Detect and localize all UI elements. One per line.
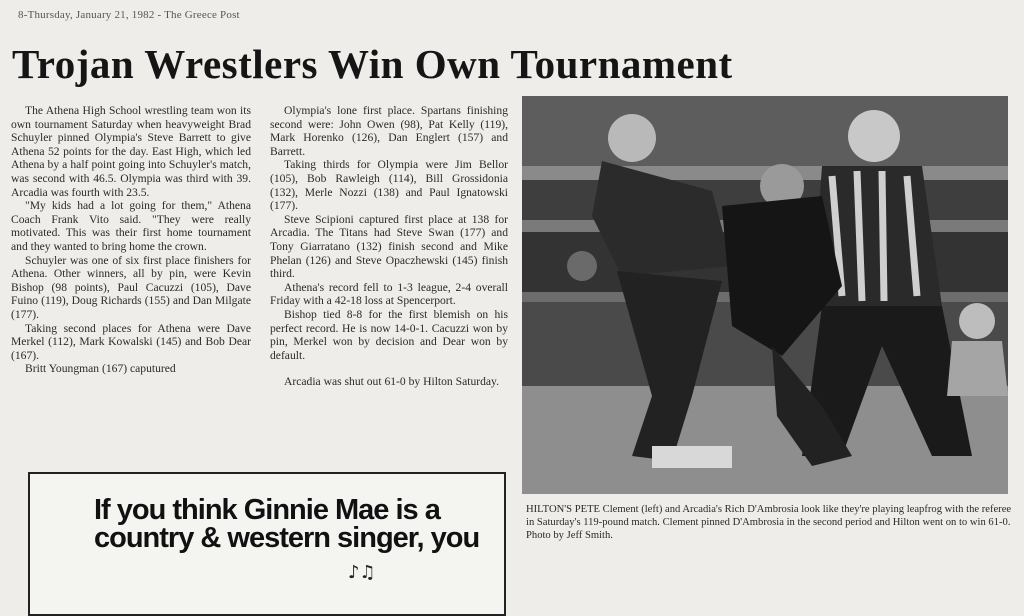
article-column-1	[11, 104, 251, 376]
article-paragraph: Arcadia was shut out 61-0 by Hilton Saturday.	[284, 375, 499, 389]
article-paragraph: Schuyler was one of six first place finishers for Athena. Other winners, all by pin, were Kevin Bishop (98 points), Paul Cacuzzi (105), Dave Fuino (119), Doug Richards (155) and Dan Milgate (177).	[11, 253, 251, 321]
wrestling-photo	[522, 96, 1008, 494]
music-note-icon: ♪♫	[348, 562, 376, 583]
article-paragraph: Olympia's lone first place. Spartans finishing second were: John Owen (98), Pat Kelly (119), Mark Horenko (126), Dan Englert (157) and Barrett.	[270, 104, 508, 158]
article-paragraph: The Athena High School wrestling team won its own tournament Saturday when heavyweight Brad Schuyler pinned Olympia's Steve Barrett to give Athena 52 points for the day. East High, which led Athena by a half point going into Schuyler's match, was second with 46.5. Olympia was third with 39. Arcadia was fourth with 23.5.	[11, 104, 251, 199]
headline: Trojan Wrestlers Win Own Tournament	[12, 41, 733, 87]
article-paragraph: Athena's record fell to 1-3 league, 2-4 overall Friday with a 42-18 loss at Spencerport.	[270, 280, 508, 308]
article-paragraph: Taking thirds for Olympia were Jim Bellor (105), Bob Rawleigh (114), Bill Grossidonia (132), Merle Nozzi (138) and Paul Ignatowski (177).	[270, 158, 508, 213]
article-paragraph: Taking second places for Athena were Dave Merkel (112), Mark Kowalski (145) and Bob Dear (167).	[11, 321, 251, 362]
article-paragraph: "My kids had a lot going for them," Athena Coach Frank Vito said. "They were really motivated. This was their first home tournament and they wanted to bring home the crown.	[11, 199, 251, 253]
article-paragraph: Britt Youngman (167) caputured	[25, 362, 176, 376]
article-paragraph: Bishop tied 8-8 for the first blemish on his perfect record. He is now 14-0-1. Cacuzzi won by pin, Merkel won by decision and Dear won by default.	[270, 307, 508, 362]
photo-caption: HILTON'S PETE Clement (left) and Arcadia's Rich D'Ambrosia look like they're playing leapfrog with the referee in Saturday's 119-pound match. Clement pinned D'Ambrosia in the second period and Hilton went on to win 61-0. Photo by Jeff Smith.	[526, 504, 1012, 541]
page-header: 8-Thursday, January 21, 1982 - The Greece Post	[18, 9, 240, 21]
article-paragraph: Steve Scipioni captured first place at 138 for Arcadia. The Titans had Steve Swan (177) and Tony Giarratano (132) finish second and Mike Phelan (126) and Steve Opaczhewski (145) finish third.	[270, 212, 508, 281]
advertisement	[28, 472, 506, 616]
article-column-2	[270, 104, 508, 389]
ad-headline: If you think Ginnie Mae is a country & western singer, you	[94, 494, 480, 554]
